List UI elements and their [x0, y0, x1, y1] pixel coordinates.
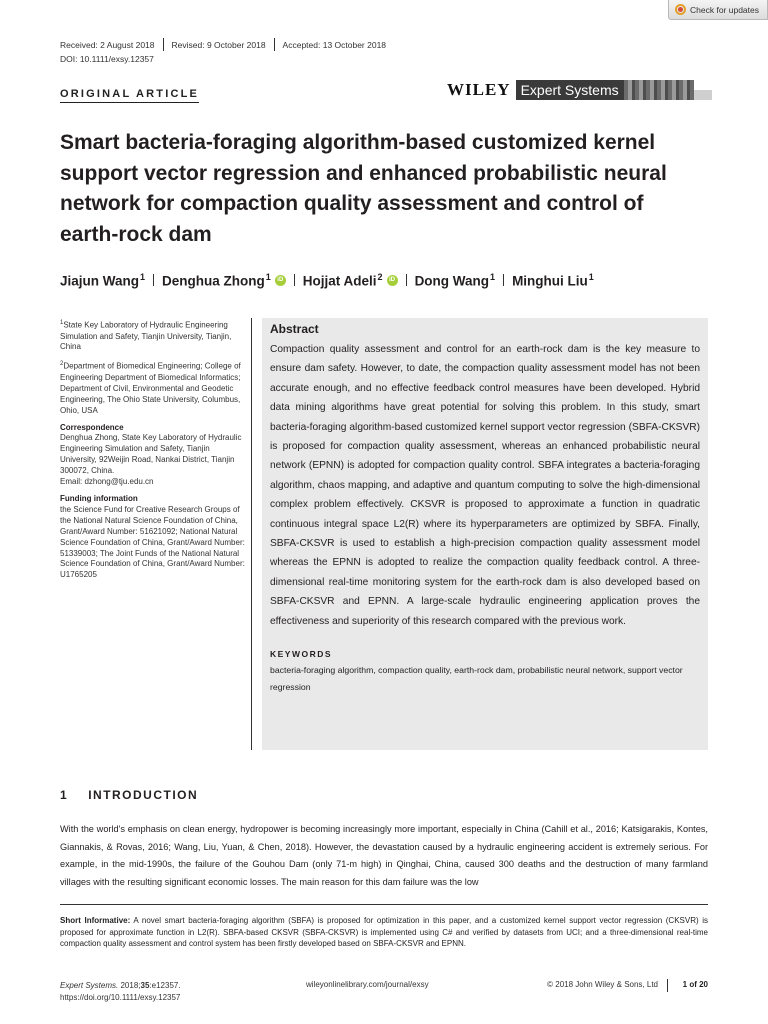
check-for-updates-button[interactable]	[668, 0, 768, 20]
funding-heading: Funding information	[60, 494, 138, 503]
journal-banner-tail	[694, 90, 712, 100]
abstract-text: Compaction quality assessment and control for an earth-rock dam is the key measure to ensure dam safety. However, to date, the compaction quality assessment model has not been accurate enough, and no effective feedback control measures have been developed. Hybrid data mining algorithms have great potential for solving this problem. In this study, smart bacteria-foraging algorithm-based customized kernel support vector regression (SBFA-CKSVR) is proposed for compaction quality assessment, whereas an enhanced probabilistic neural network (EPNN) is adopted for compaction quality control. SBFA integrates a bacteria-foraging algorithm, chaos mapping, and adaptive and quantum computing to solve the high-dimensional complex problem effectively. CKSVR is proposed to approximate a function in quadratic continuous integral space L2(R) where its hyperparameters are optimized by SBFA. Finally, SBFA-CKSVR is used to establish a high-precision compaction quality assessment model whereas the EPNN is adopted to realize the compaction quality feedback control. A three-dimensional real-time monitoring system for the earth-rock dam is also developed based on SBFA-CKSVR and EPNN. A large-scale hydraulic engineering application proves the effectiveness and superiority of this research compared with the previous work.	[270, 344, 700, 627]
divider	[667, 979, 668, 992]
publisher-logo: WILEY	[447, 80, 511, 99]
section-number: 1	[60, 788, 69, 802]
journal-name: Expert Systems	[516, 80, 624, 100]
divider	[153, 274, 154, 286]
footer-copyright: © 2018 John Wiley & Sons, Ltd	[547, 980, 658, 989]
footer-doi-link[interactable]: https://doi.org/10.1111/exsy.12357	[60, 992, 181, 1002]
abstract-heading: Abstract	[270, 322, 319, 336]
accepted-date: Accepted: 13 October 2018	[282, 39, 387, 50]
author-list	[60, 272, 594, 289]
sidebar-divider	[251, 318, 252, 750]
section-title: INTRODUCTION	[88, 788, 199, 802]
check-for-updates-label: Check for updates	[690, 4, 759, 15]
author[interactable]: Dong Wang$^1$	[414, 272, 496, 289]
footer-citation: Expert Systems. 2018;35:e12357. https://doi.org/10.1111/exsy.12357	[60, 981, 181, 1002]
short-informative: Short Informative: A novel smart bacteria-foraging algorithm (SBFA) is proposed for optimization in this paper, and a customized kernel support vector regression (CKSVR) is proposed for approximate function in L2(R). SBFA-based CKSVR (SBFA-CKSVR) is implemented using C# and verified by datasets from UCI; and a three-dimensional real-time compaction quality assessment and control system has been firstly developed based on SBFA-CKSVR and EPNN.	[60, 916, 709, 948]
funding-text: the Science Fund for Creative Research Groups of the National Natural Science Foundation of China, Grant/Award Number: 51621092; National Natural Science Foundation of China, Grant/Award Number: 51339003; The Joint Funds of the National Natural Science Foundation of China, Grant/Award Number: U1765205	[60, 504, 245, 580]
divider	[406, 274, 407, 286]
doi[interactable]: DOI: 10.1111/exsy.12357	[60, 54, 154, 64]
journal-banner-image	[624, 80, 694, 100]
divider	[294, 274, 295, 286]
author[interactable]: Denghua Zhong$^1$	[162, 272, 271, 289]
orcid-icon[interactable]: iD	[275, 275, 286, 286]
footer-site-link[interactable]: wileyonlinelibrary.com/journal/exsy	[306, 980, 429, 989]
correspondence-address: Denghua Zhong, State Key Laboratory of Hydraulic Engineering Simulation and Safety, Tianjin University, 92Weijin Road, Nankai District, Tianjin 300072, China.	[60, 433, 242, 476]
footnote-divider	[60, 904, 708, 905]
affiliation-2: $^2$Department of Biomedical Engineering; College of Engineering Department of Biomedical Informatics; Department of Civil, Environmental and Geodetic Engineering, The Ohio State University, Columbus, Ohio, USA	[60, 361, 241, 415]
article-dates	[60, 38, 394, 51]
orcid-icon[interactable]: iD	[387, 275, 398, 286]
abstract-box	[262, 318, 708, 750]
keywords-text: bacteria-foraging algorithm, compaction quality, earth-rock dam, probabilistic neural network, support vector regression	[270, 665, 683, 693]
correspondence-email[interactable]: Email: dzhong@tju.edu.cn	[60, 477, 154, 487]
keywords-heading: KEYWORDS	[270, 649, 333, 660]
crossmark-icon	[675, 4, 686, 15]
article-type: ORIGINAL ARTICLE	[60, 88, 199, 103]
article-info-sidebar	[60, 318, 245, 587]
received-date: Received: 2 August 2018	[60, 39, 155, 50]
author[interactable]: Minghui Liu$^1$	[512, 272, 594, 289]
section-heading	[60, 788, 198, 802]
introduction-paragraph: With the world's emphasis on clean energy, hydropower is becoming increasingly more important, especially in China (Cahill et al., 2016; Katsigarakis, Kontes, Giannakis, & Rovas, 2016; Wang, Liu, Yuan, & Chen, 2018). However, the devastation caused by a hydraulic engineering accident is extremely serious. For example, in the mid-1990s, the failure of the Gouhou Dam (only 71-m high) in Qinghai, China, caused 300 deaths and the destruction of many farmland villages with the resulting significant economic losses. The main reason for this dam failure was the low	[60, 824, 708, 887]
divider	[503, 274, 504, 286]
author[interactable]: Jiajun Wang$^1$	[60, 272, 146, 289]
article-title: Smart bacteria-foraging algorithm-based customized kernel support vector regression and enhanced probabilistic neural network for compaction quality assessment and control of earth-rock dam	[60, 131, 667, 246]
journal-brand	[447, 80, 712, 100]
author[interactable]: Hojjat Adeli$^2$	[302, 272, 383, 289]
revised-date: Revised: 9 October 2018	[171, 39, 266, 50]
affiliation-1: $^1$State Key Laboratory of Hydraulic Engineering Simulation and Safety, Tianjin University, Tianjin, China	[60, 320, 232, 352]
page-number: 1 of 20	[682, 980, 708, 989]
correspondence-heading: Correspondence	[60, 422, 124, 432]
